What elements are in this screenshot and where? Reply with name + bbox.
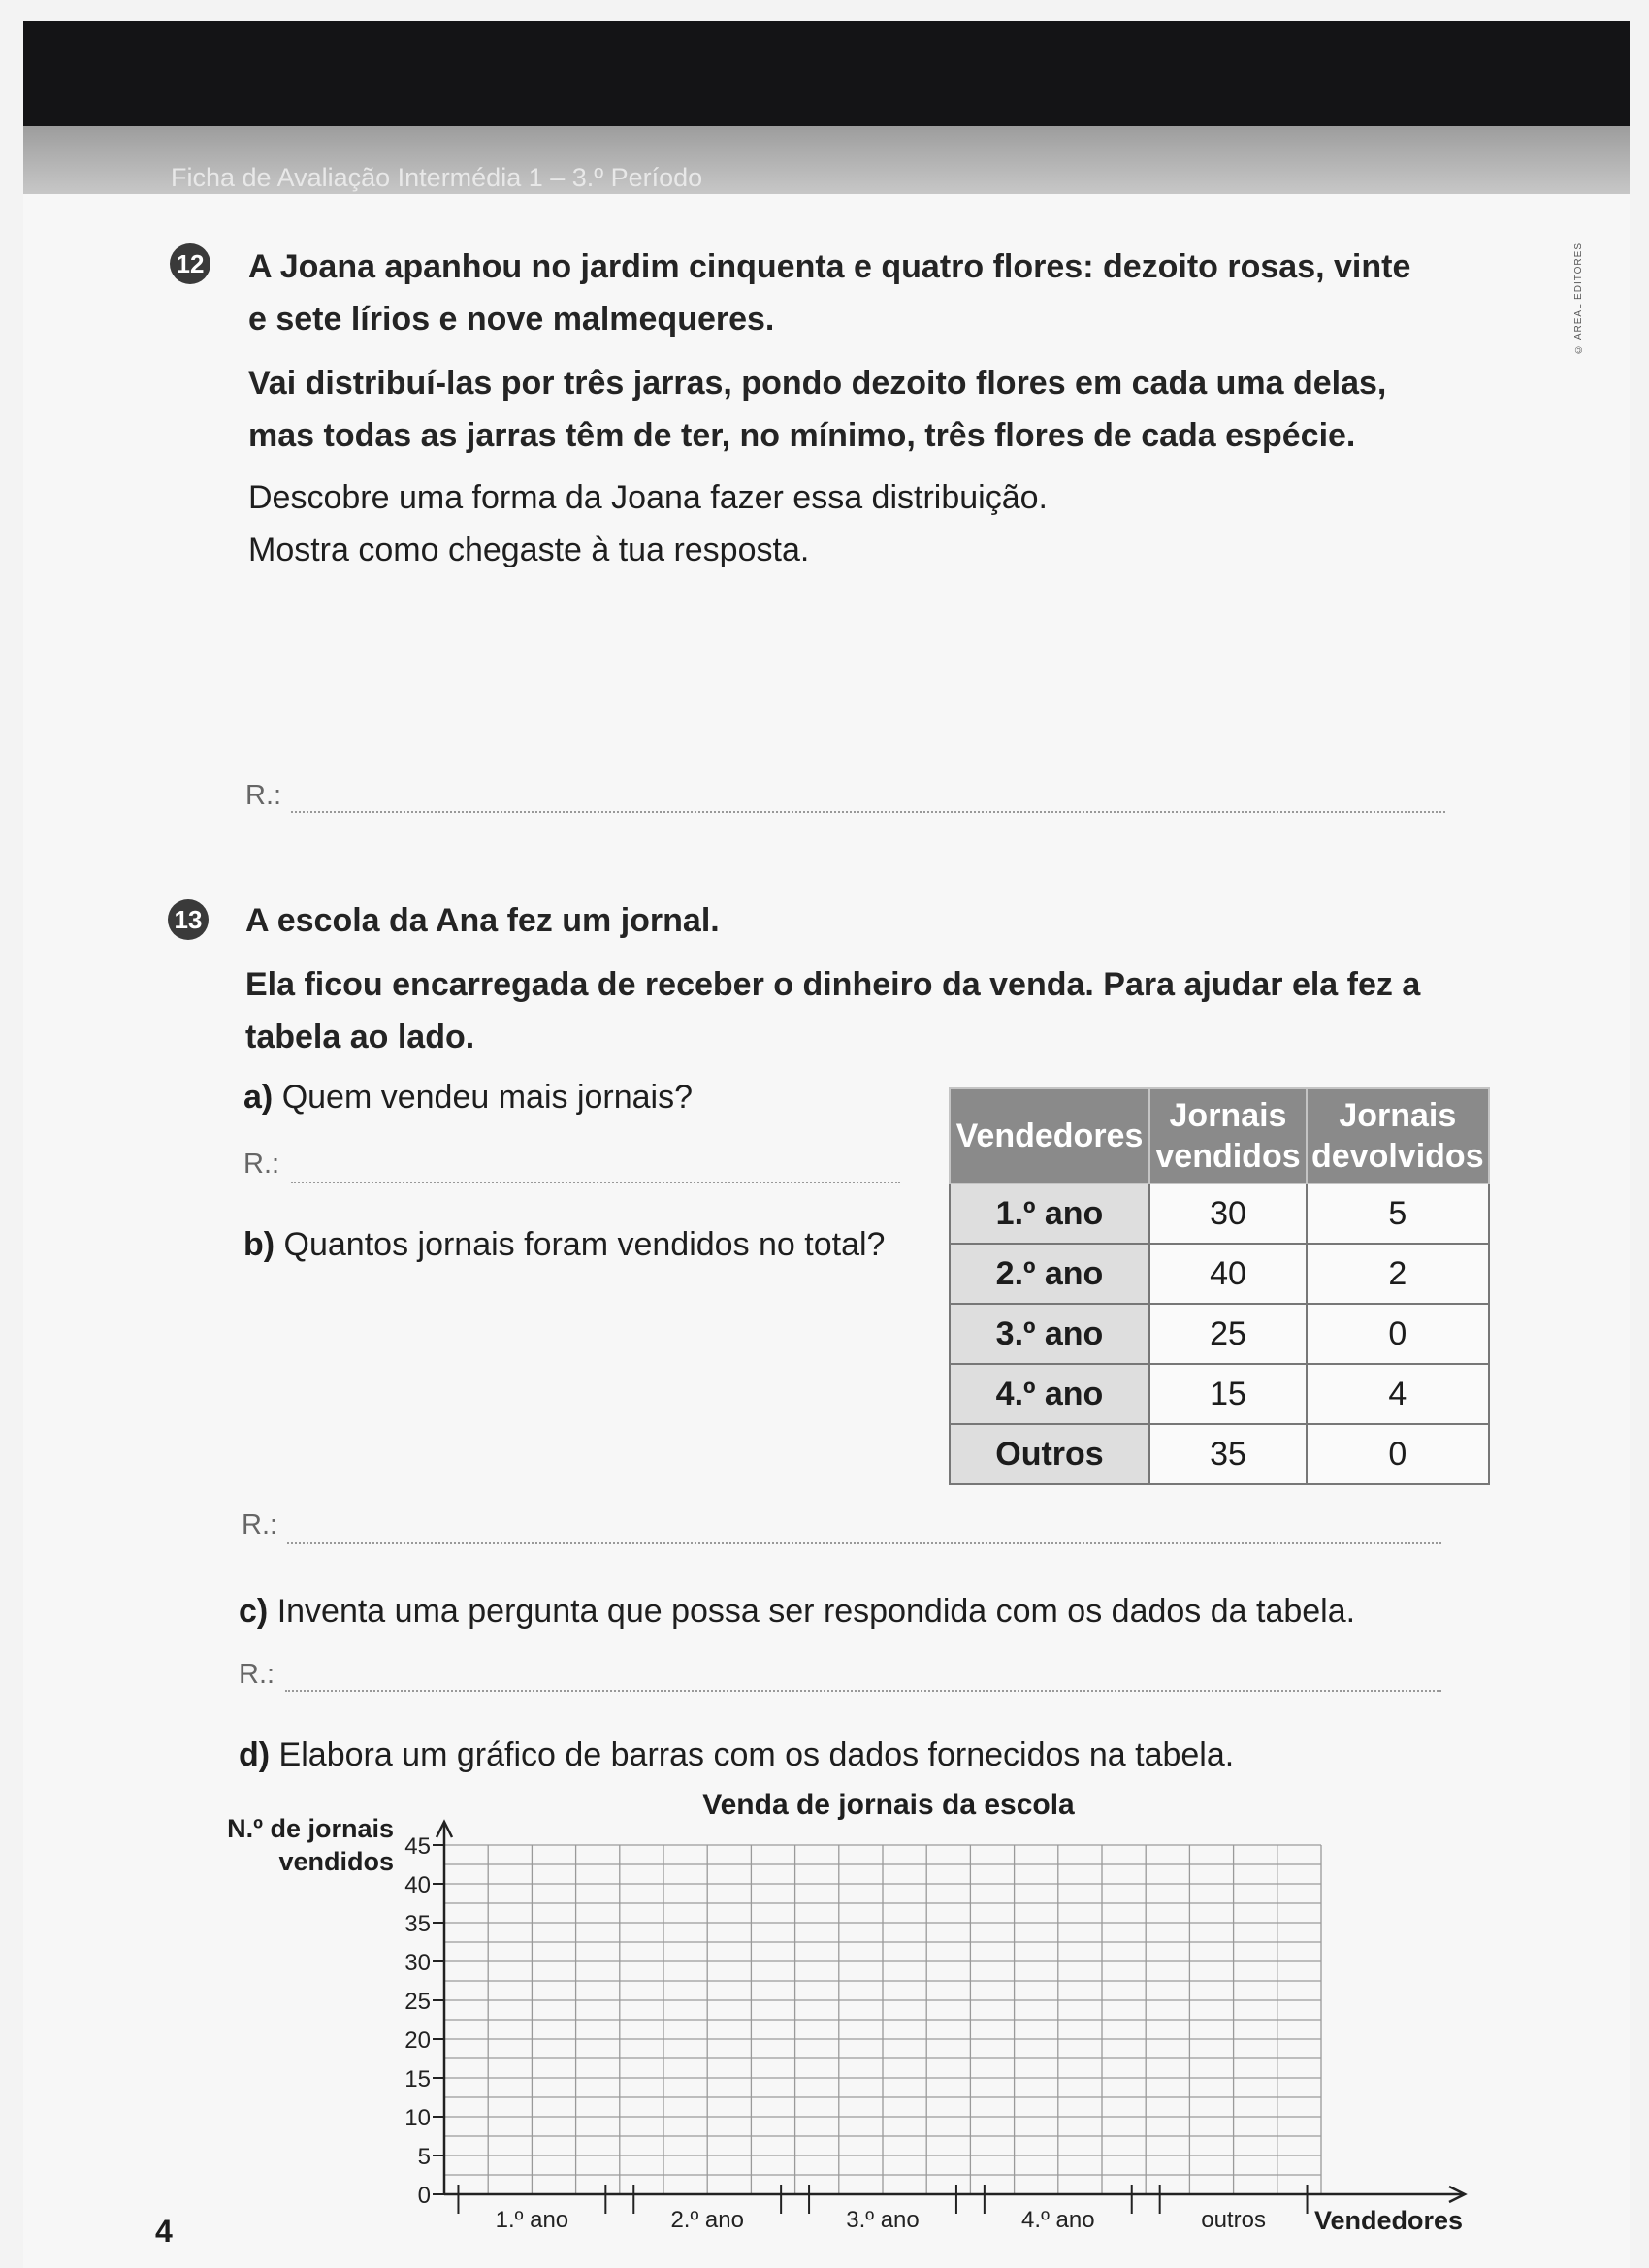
- x-tick-label: 3.º ano: [846, 2207, 920, 2233]
- q13a-answer-label: R.:: [243, 1149, 280, 1180]
- q12-line-5: Descobre uma forma da Joana fazer essa distribuição.: [248, 479, 1048, 516]
- row-label: 2.º ano: [950, 1244, 1149, 1304]
- question-12-number: 12: [170, 243, 210, 284]
- cell-vendidos: 40: [1149, 1244, 1307, 1304]
- chart-title: Venda de jornais da escola: [702, 1789, 1075, 1821]
- x-tick-label: outros: [1201, 2207, 1266, 2233]
- header-title: Ficha de Avaliação Intermédia 1 – 3.º Período: [171, 163, 703, 192]
- y-tick-label: 0: [417, 2183, 431, 2209]
- cell-vendidos: 30: [1149, 1183, 1307, 1244]
- cell-vendidos: 15: [1149, 1364, 1307, 1424]
- publisher-imprint: © AREAL EDITORES: [1573, 243, 1584, 355]
- row-label: 1.º ano: [950, 1183, 1149, 1244]
- svg-text:N.º de jornais: N.º de jornais: [227, 1814, 394, 1843]
- chart-axes: [436, 1822, 1465, 2202]
- cell-devolvidos: 5: [1307, 1183, 1489, 1244]
- q12-answer-label: R.:: [245, 780, 282, 811]
- x-tick-label: 2.º ano: [670, 2207, 744, 2233]
- header-jornais-devolvidos: Jornais devolvidos: [1307, 1088, 1489, 1183]
- q13a-letter: a): [243, 1079, 274, 1116]
- q13-line-3: tabela ao lado.: [245, 1019, 475, 1055]
- cell-devolvidos: 0: [1307, 1304, 1489, 1364]
- cell-devolvidos: 2: [1307, 1244, 1489, 1304]
- x-tick-label: 1.º ano: [495, 2207, 569, 2233]
- cell-devolvidos: 0: [1307, 1424, 1489, 1484]
- x-tick-label: 4.º ano: [1021, 2207, 1095, 2233]
- y-tick-label: 35: [404, 1911, 431, 1937]
- question-13-number: 13: [168, 899, 209, 940]
- y-axis-label: [227, 1814, 394, 1876]
- y-tick-label: 45: [404, 1833, 431, 1860]
- y-tick-label: 5: [417, 2144, 431, 2170]
- q13c-text: Inventa uma pergunta que possa ser respondida com os dados da tabela.: [276, 1593, 1356, 1630]
- svg-text:vendidos: vendidos: [278, 1847, 394, 1876]
- q13d-text: Elabora um gráfico de barras com os dados fornecidos na tabela.: [278, 1736, 1235, 1773]
- header-vendedores: Vendedores: [950, 1088, 1149, 1183]
- page-number: 4: [155, 2214, 173, 2249]
- row-label: 3.º ano: [950, 1304, 1149, 1364]
- cell-devolvidos: 4: [1307, 1364, 1489, 1424]
- q13d-letter: d): [239, 1736, 271, 1773]
- q12-line-2: e sete lírios e nove malmequeres.: [248, 301, 775, 338]
- y-tick-label: 15: [404, 2066, 431, 2092]
- y-tick-label: 30: [404, 1950, 431, 1976]
- row-label: Outros: [950, 1424, 1149, 1484]
- y-axis-ticks: [404, 1833, 444, 2209]
- chart-grid: [444, 1845, 1321, 2194]
- q12-line-4: mas todas as jarras têm de ter, no mínimo, três flores de cada espécie.: [248, 417, 1356, 454]
- q12-line-1: A Joana apanhou no jardim cinquenta e quatro flores: dezoito rosas, vinte: [248, 248, 1411, 285]
- q13c-letter: c): [239, 1593, 269, 1630]
- q13c-answer-label: R.:: [239, 1659, 275, 1690]
- q12-line-3: Vai distribuí-las por três jarras, pondo dezoito flores em cada uma delas,: [248, 365, 1387, 402]
- q13b-answer-label: R.:: [242, 1509, 278, 1540]
- row-label: 4.º ano: [950, 1364, 1149, 1424]
- q13a-text: Quem vendeu mais jornais?: [281, 1079, 694, 1116]
- q13-line-2: Ela ficou encarregada de receber o dinheiro da venda. Para ajudar ela fez a: [245, 966, 1421, 1003]
- q13-line-1: A escola da Ana fez um jornal.: [245, 902, 720, 939]
- q13b-letter: b): [243, 1226, 275, 1263]
- y-tick-label: 40: [404, 1872, 431, 1898]
- header-jornais-vendidos: Jornais vendidos: [1149, 1088, 1307, 1183]
- q13b-text: Quantos jornais foram vendidos no total?: [283, 1226, 886, 1263]
- q12-line-6: Mostra como chegaste à tua resposta.: [248, 532, 810, 568]
- y-tick-label: 25: [404, 1989, 431, 2015]
- cell-vendidos: 35: [1149, 1424, 1307, 1484]
- y-tick-label: 10: [404, 2105, 431, 2131]
- cell-vendidos: 25: [1149, 1304, 1307, 1364]
- x-axis-label: Vendedores: [1313, 2206, 1463, 2235]
- y-tick-label: 20: [404, 2027, 431, 2054]
